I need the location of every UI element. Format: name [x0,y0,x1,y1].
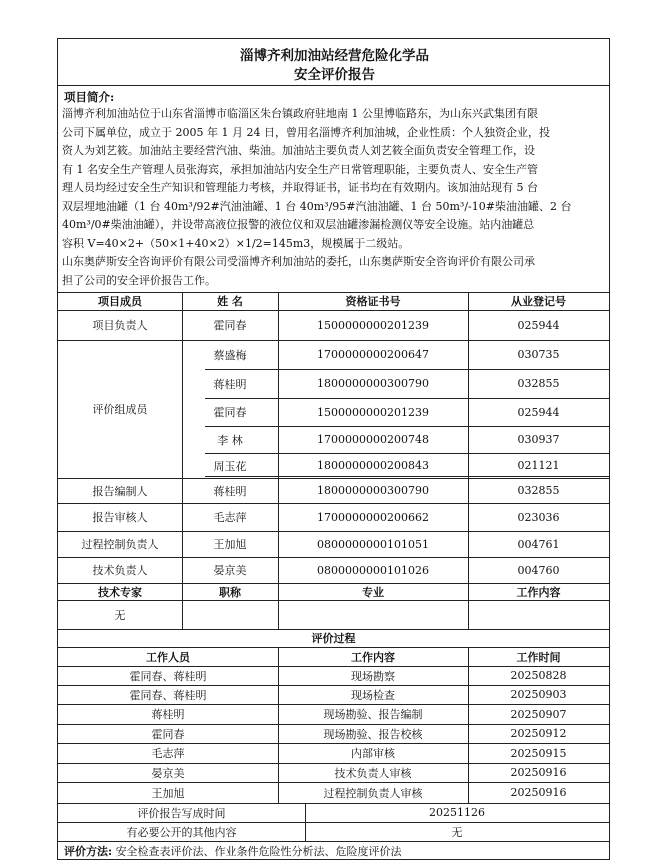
public-value: 无 [451,825,463,839]
member-cert: 1500000000201239 [317,318,429,332]
member-reg: 023036 [517,510,560,524]
process-staff: 蒋桂明 [151,708,185,721]
method-value: 安全检查表评价法、作业条件危险性分析法、危险度评价法 [115,845,402,858]
process-date: 20250916 [510,786,567,799]
member-reg: 025944 [517,405,560,419]
intro-line: 理人员均经过安全生产知识和管理能力考核，并取得证书，证书均在有效期内。该加油站现有 5 台 [62,181,538,194]
evaluation-method [64,843,402,859]
member-name: 蔡盛梅 [213,348,247,362]
member-cert: 1800000000300790 [317,377,429,390]
process-work: 内部审核 [351,747,395,760]
process-staff: 霍同春、蒋桂明 [129,688,207,702]
member-cert: 1800000000300790 [317,484,429,497]
completed-value: 20251126 [429,806,485,819]
process-staff: 霍同春 [151,727,185,741]
divider [58,85,609,86]
member-reg: 004760 [517,563,560,577]
process-work: 现场勘验、报告编制 [323,708,423,721]
member-reg: 025944 [517,318,560,332]
intro-line: 40m³/0#柴油油罐），并设带高液位报警的液位仪和双层油罐渗漏检测仪等安全设施。站内油罐总 [62,218,535,231]
process-date: 20250912 [510,727,567,740]
report-sheet [57,38,610,860]
col-header-name: 姓 名 [217,295,243,308]
public-label: 有必要公开的其他内容 [126,825,237,839]
intro-line: 公司下属单位，成立于 2005 年 1 月 24 日，曾用名淄博齐利加油城，企业性质：个人独资企业，投 [62,125,550,139]
col-header-work: 工作内容 [516,585,561,599]
member-reg: 030735 [517,348,560,361]
col-header-reg: 从业登记号 [511,295,566,308]
process-staff: 毛志萍 [151,747,185,760]
intro-paragraph-1 [62,105,608,253]
member-reg: 004761 [517,537,560,551]
report-title-line1: 淄博齐利加油站经营危险化学品 [240,48,429,64]
method-label: 评价方法: [64,845,113,858]
member-reg: 021121 [517,459,560,472]
role-process-control: 过程控制负责人 [81,538,159,551]
member-name: 蒋桂明 [213,484,247,498]
member-name: 霍同春 [213,406,247,419]
process-date: 20250907 [510,707,567,721]
member-cert: 1700000000200662 [317,510,429,524]
col-header-time: 工作时间 [516,650,561,664]
member-name: 周玉花 [213,459,247,473]
member-cert: 0800000000101051 [317,537,429,551]
completed-label: 评价报告写成时间 [137,806,226,820]
process-work: 现场检查 [351,688,395,702]
member-cert: 0800000000101026 [317,563,429,577]
member-reg: 032855 [517,377,560,390]
member-name: 晏京美 [213,564,247,577]
report-title-line2: 安全评价报告 [294,67,375,83]
member-reg: 032855 [517,484,560,497]
col-header-specialty: 专业 [362,585,384,599]
member-cert: 1500000000201239 [317,405,429,419]
intro-line: 担了公司的安全评价报告工作。 [62,273,216,287]
col-header-content: 工作内容 [351,650,395,664]
intro-line: 淄博齐利加油站位于山东省淄博市临淄区朱台镇政府驻地南 1 公里博临路东，为山东兴武集团有限 [62,107,538,120]
role-evaluators: 评价组成员 [92,403,148,416]
role-reviewer: 报告审核人 [92,511,148,524]
process-work: 现场勘验、报告校核 [323,727,423,741]
intro-line: 双层埋地油罐（1 台 40m³/92#汽油油罐、1 台 40m³/95#汽油油罐、1 台 50m³/-10#柴油油罐、2 台 [62,199,572,213]
member-name: 蒋桂明 [213,377,247,391]
col-header-expert: 技术专家 [98,585,142,599]
role-tech-lead: 技术负责人 [92,564,148,577]
col-header-member: 项目成员 [98,295,142,308]
process-date: 20250828 [510,669,567,682]
col-header-title: 职称 [219,585,241,599]
member-cert: 1800000000200843 [317,459,429,472]
role-writer: 报告编制人 [92,484,148,498]
process-work: 现场勘察 [351,669,395,683]
process-date: 20250903 [510,688,567,701]
divider [58,841,609,842]
process-staff: 霍同春、蒋桂明 [129,669,207,683]
process-staff: 王加旭 [151,786,185,800]
member-name: 毛志萍 [213,511,247,524]
process-date: 20250916 [510,766,567,779]
process-work: 技术负责人审核 [334,766,412,780]
intro-line: 资人为刘艺筱。加油站主要经营汽油、柴油。加油站主要负责人刘艺筱全面负责安全管理工作，设 [62,144,535,157]
member-cert: 1700000000200647 [317,348,429,361]
col-header-staff: 工作人员 [146,650,190,664]
process-title: 评价过程 [311,632,356,645]
member-cert: 1700000000200748 [317,433,429,446]
member-name: 王加旭 [213,538,247,551]
member-reg: 030937 [517,433,560,446]
process-work: 过程控制负责人审核 [323,786,423,800]
member-name: 霍同春 [213,319,247,332]
intro-line: 有 1 名安全生产管理人员张海宾，承担加油站内安全生产日常管理职能，主要负责人、安全生产管 [62,162,538,176]
intro-paragraph-2 [62,253,608,290]
role-leader: 项目负责人 [92,319,148,332]
intro-line: 山东奥萨斯安全咨询评价有限公司受淄博齐利加油站的委托，山东奥萨斯安全咨询评价有限公司承 [62,255,535,268]
process-staff: 晏京美 [151,766,185,780]
intro-heading: 项目简介: [64,90,115,104]
intro-line: 容积 V=40×2+（50×1+40×2）×1/2=145m3，规模属于二级站。 [62,236,410,250]
member-name: 李 林 [217,433,243,447]
expert-value: 无 [114,608,126,622]
col-header-cert: 资格证书号 [345,295,401,308]
process-date: 20250915 [510,746,567,760]
